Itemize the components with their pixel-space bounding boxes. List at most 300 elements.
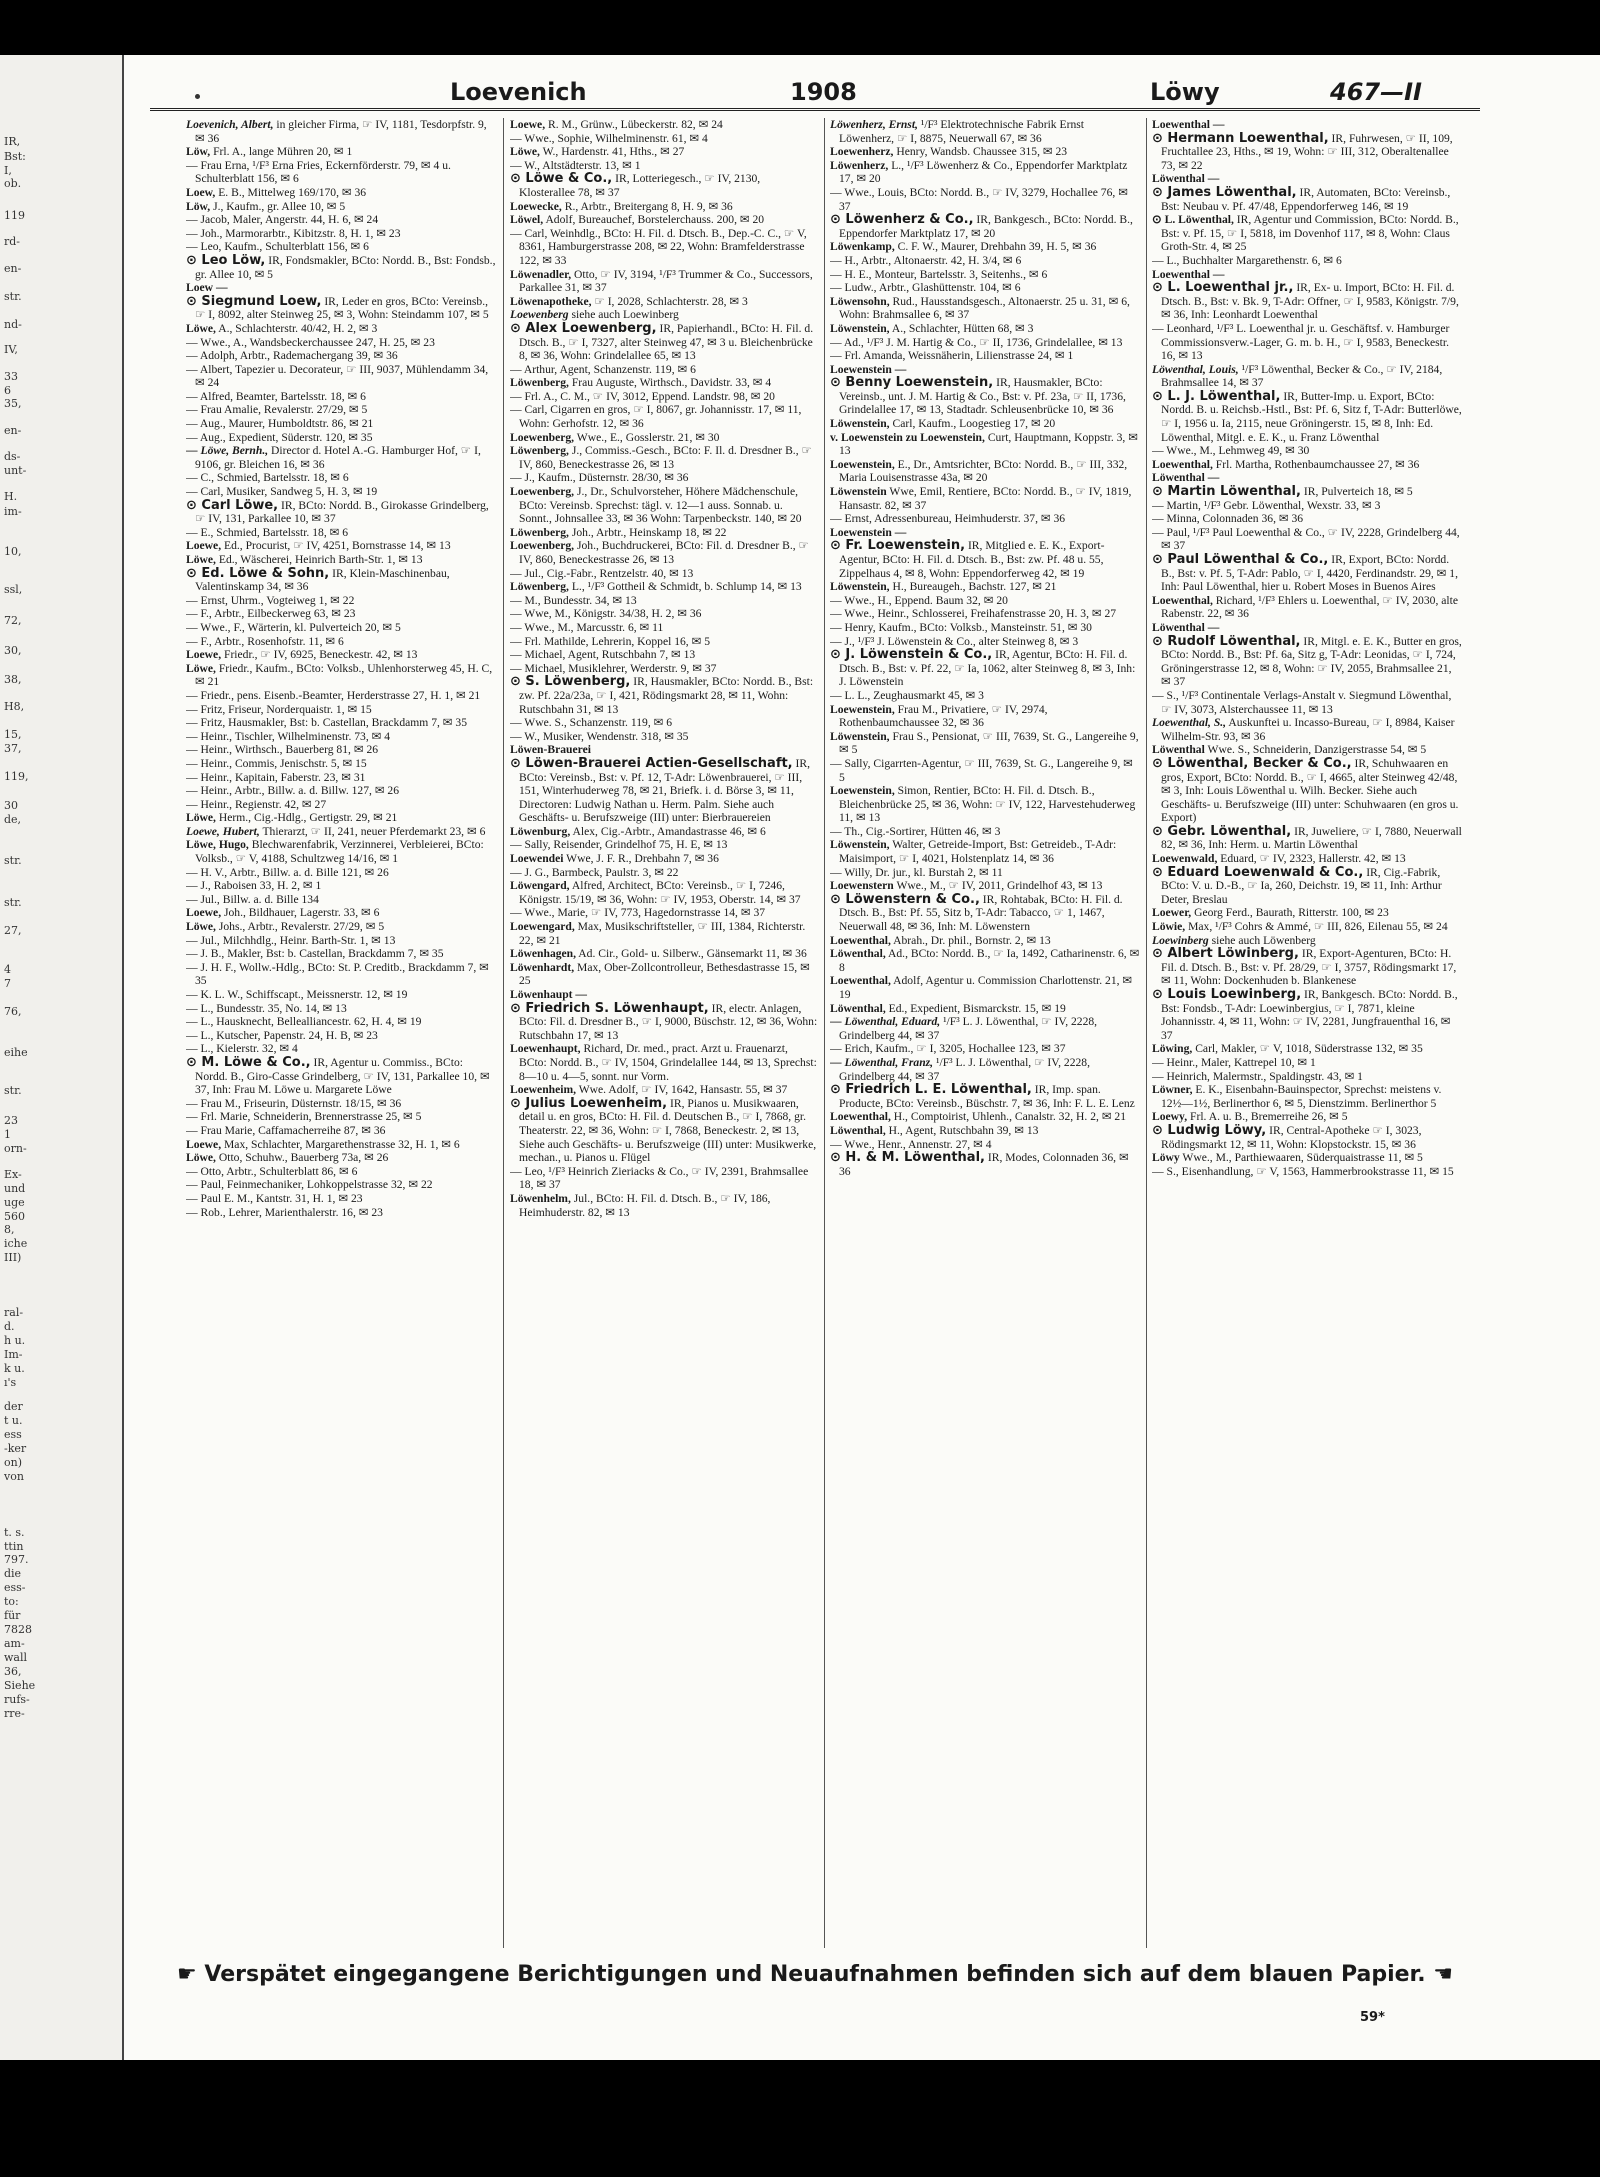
entry-details: — Friedr., pens. Eisenb.-Beamter, Herderstrasse 27, H. 1, ✉ 21 — [186, 688, 481, 702]
directory-entry — [510, 662, 818, 676]
entry-details: Carl, Kaufm., Loogestieg 17, ✉ 20 — [892, 417, 1056, 431]
entry-details: Curt, Hauptmann, Koppstr. 3, ✉ 13 — [839, 430, 1138, 458]
entry-details: — Heinr., Regienstr. 42, ✉ 27 — [186, 797, 327, 811]
previous-page-fragment: 797. — [4, 1553, 29, 1566]
entry-details: Jul., BCto: H. Fil. d. Dtsch. B., ☞ IV, 186, Heimhuderstr. 82, ✉ 13 — [519, 1191, 771, 1219]
footer-notice-text: Verspätet eingegangene Berichtigungen und Neuaufnahmen befinden sich auf dem blauen Papier. — [204, 1962, 1426, 1987]
directory-entry — [830, 240, 1140, 254]
previous-page-fragment: rufs- — [4, 1693, 30, 1706]
entry-details: — Jul., Cig.-Fabr., Rentzelstr. 40, ✉ 13 — [510, 566, 694, 580]
directory-entry — [186, 431, 496, 445]
directory-entry — [1152, 920, 1464, 934]
directory-entry — [830, 268, 1140, 282]
entry-details: ¹/F³ Löwenthal, Becker & Co., ☞ IV, 2184, Brahmsallee 14, ✉ 37 — [1161, 362, 1443, 390]
directory-entry — [510, 825, 818, 839]
signature-mark: 59* — [1360, 2010, 1385, 2025]
directory-entry — [186, 1138, 496, 1152]
entry-details: Wwe. S., Schneiderin, Danzigerstrasse 54, ✉ 5 — [1207, 743, 1427, 757]
directory-entry — [830, 838, 1140, 865]
previous-page-fragment: eihe — [4, 1046, 28, 1059]
entry-name: Loewenberg — [510, 308, 569, 322]
entry-name: Löwenstein, — [830, 580, 890, 594]
entry-name: ⊙ L. Loewenthal jr., — [1152, 280, 1294, 296]
entry-name: Löwenthal — — [1152, 620, 1220, 634]
entry-details: — Heinr., Wirthsch., Bauerberg 81, ✉ 26 — [186, 743, 379, 757]
directory-entry — [830, 1002, 1140, 1016]
entry-details: — Frau M., Friseurin, Düsternstr. 18/15, ✉ 36 — [186, 1096, 402, 1110]
directory-entry — [186, 703, 496, 717]
entry-name: Löwe, — [510, 145, 540, 159]
entry-details: — Wwe., Heinr., Schlosserei, Freihafenstrasse 20, H. 3, ✉ 27 — [830, 607, 1117, 621]
entry-details: — E., Schmied, Bartelsstr. 18, ✉ 6 — [186, 525, 349, 539]
directory-entry — [1152, 621, 1464, 635]
entry-details: E. B., Mittelweg 169/170, ✉ 36 — [218, 185, 367, 199]
entry-name: ⊙ Löwe & Co., — [510, 171, 613, 187]
directory-entry — [186, 118, 496, 145]
previous-page-fragment: ı's — [4, 1376, 17, 1389]
entry-details: IR, Hausmakler, BCto: Vereinsb., unt. J. M. Hartig & Co., Bst: v. Pf. 23a, ☞ II, 1736, Grindelallee 17, ✉ 13, Stadtadr. Schleusenbrücke 10, ✉ 36 — [839, 376, 1126, 417]
entry-details: Otto, Schuhw., Bauerberg 73a, ✉ 26 — [218, 1151, 389, 1165]
directory-entry — [830, 1042, 1140, 1056]
entry-name: Loewenthal, — [1152, 593, 1213, 607]
column-divider — [824, 118, 825, 1948]
entry-details: — Frl. Amanda, Weissnäherin, Lilienstrasse 24, ✉ 1 — [830, 349, 1074, 363]
previous-page-fragment: Siehe — [4, 1679, 36, 1692]
directory-entry — [830, 974, 1140, 1001]
directory-entry — [830, 1083, 1140, 1110]
entry-name: ⊙ Julius Loewenheim, — [510, 1095, 668, 1111]
entry-details: Johs., Arbtr., Revalerstr. 27/29, ✉ 5 — [218, 920, 385, 934]
directory-entry — [1152, 906, 1464, 920]
entry-name: Loewenheim, — [510, 1083, 577, 1097]
entry-name: Löwie, — [1152, 920, 1186, 934]
column-3 — [830, 118, 1140, 1948]
directory-entry — [830, 159, 1140, 186]
entry-details: C. F. W., Maurer, Drehbahn 39, H. 5, ✉ 36 — [897, 240, 1097, 254]
previous-page-fragment: 7828 — [4, 1623, 32, 1636]
entry-name: Löwing, — [1152, 1042, 1193, 1056]
directory-entry — [186, 1124, 496, 1138]
directory-entry — [830, 703, 1140, 730]
entry-details: IR, Modes, Colonnaden 36, ✉ 36 — [839, 1151, 1129, 1178]
previous-page-fragment: von — [4, 1470, 24, 1483]
directory-entry — [186, 281, 496, 295]
directory-entry — [186, 879, 496, 893]
directory-entry — [1152, 866, 1464, 907]
previous-page-fragment: IR, — [4, 135, 21, 148]
directory-entry — [510, 906, 818, 920]
header-year: 1908 — [790, 78, 857, 106]
directory-entry — [186, 1029, 496, 1043]
entry-details: Herm., Cig.-Hdlg., Gertigstr. 29, ✉ 21 — [218, 811, 398, 825]
directory-entry — [830, 1151, 1140, 1178]
previous-page-fragment: für — [4, 1609, 21, 1622]
previous-page-fragment: rre- — [4, 1707, 25, 1720]
previous-page-fragment: 30 — [4, 799, 18, 812]
entry-details: — Wwe., Marie, ☞ IV, 773, Hagedornstrasse 14, ✉ 37 — [510, 906, 766, 920]
previous-page-fragment: 10, — [4, 545, 22, 558]
previous-page-fragment: ttin — [4, 1540, 24, 1553]
directory-entry — [830, 349, 1140, 363]
entry-details: — Wwe., Louis, BCto: Nordd. B., ☞ IV, 3279, Hochallee 76, ✉ 37 — [830, 185, 1128, 213]
previous-page-fragment: ob. — [4, 177, 22, 190]
entry-details: Ad. Cir., Gold- u. Silberw., Gänsemarkt 11, ✉ 36 — [578, 947, 807, 961]
directory-entry — [186, 771, 496, 785]
directory-entry — [1152, 988, 1464, 1042]
entry-name: ⊙ Friedrich S. Löwenhaupt, — [510, 1000, 709, 1016]
entry-details: — M., Bundesstr. 34, ✉ 13 — [510, 593, 637, 607]
directory-entry — [510, 376, 818, 390]
entry-name: Löwenkamp, — [830, 240, 895, 254]
previous-page-fragment: die — [4, 1567, 22, 1580]
directory-entry — [830, 213, 1140, 240]
entry-details: IR, Lotteriegesch., ☞ IV, 2130, Klosterallee 78, ✉ 37 — [519, 172, 761, 199]
previous-page-fragment: t. s. — [4, 1526, 25, 1539]
entry-details: Max, Ober-Zollcontrolleur, Bethesdastrasse 15, ✉ 25 — [519, 960, 810, 988]
entry-name: Löwenherz, — [830, 158, 889, 172]
directory-entry — [186, 200, 496, 214]
entry-details: Simon, Rentier, BCto: H. Fil. d. Dtsch. B., Bleichenbrücke 25, ✉ 36, Wohn: ☞ IV, 122, Harvestehuderweg 11, ✉ 13 — [839, 784, 1136, 825]
directory-entry — [510, 1083, 818, 1097]
directory-entry — [830, 1110, 1140, 1124]
directory-entry — [1152, 689, 1464, 716]
directory-entry — [186, 254, 496, 281]
entry-name: Loewenstein, — [830, 457, 895, 471]
entry-details: IR, Export-Agenturen, BCto: H. Fil. d. Dtsch. B., Bst: v. Pf. 28/29, ☞ I, 3757, Rödingsmarkt 17, ✉ 11, Wohn: Dockenhuden b. Blankenese — [1161, 947, 1457, 988]
previous-page-edge — [0, 55, 124, 2060]
directory-entry — [830, 281, 1140, 295]
page-header — [150, 70, 1480, 110]
entry-details: — Th., Cig.-Sortirer, Hütten 46, ✉ 3 — [830, 824, 1001, 838]
entry-name: Löwen-Brauerei — [510, 743, 591, 757]
directory-entry — [510, 607, 818, 621]
directory-entry — [510, 866, 818, 880]
entry-details: L., ¹/F³ Löwenherz & Co., Eppendorfer Marktplatz 17, ✉ 20 — [839, 158, 1128, 186]
previous-page-fragment: 6 — [4, 384, 11, 397]
entry-details: — J. B., Makler, Bst: b. Castellan, Brackdamm 7, ✉ 35 — [186, 947, 444, 961]
entry-details: in gleicher Firma, ☞ IV, 1181, Tesdorpfstr. 9, ✉ 36 — [195, 118, 487, 145]
previous-page-fragment: nd- — [4, 318, 22, 331]
directory-entry — [830, 1056, 1140, 1083]
entry-name: ⊙ Ed. Löwe & Sohn, — [186, 565, 330, 581]
directory-entry — [830, 580, 1140, 594]
previous-page-fragment: uge — [4, 1196, 25, 1209]
directory-entry — [830, 825, 1140, 839]
entry-details: IR, Schuhwaaren en gros, Export, BCto: Nordd. B., ☞ I, 4665, alter Steinweg 42/48, ✉ 3, Inh: Louis Löwenthal u. Wilh. Becker. Siehe auch Geschäfts- u. Berufszweige (III) unter: Schuhwaaren (en gros u. Export) — [1161, 756, 1459, 825]
directory-entry — [830, 1138, 1140, 1152]
directory-entry — [510, 730, 818, 744]
previous-page-fragment: rd- — [4, 235, 21, 248]
entry-name: Löwenburg, — [510, 824, 571, 838]
directory-entry — [510, 1042, 818, 1083]
entry-details: IR, Mitglied e. E. K., Export-Agentur, BCto: H. Fil. d. Dtsch. B., Bst: zw. Pf. 48 u. 55, Zippelhaus 4, ✉ 8, Wohn: Eppendorferweg 42, ✉ 19 — [839, 539, 1105, 580]
directory-entry — [186, 1206, 496, 1220]
entry-name: Löwe, Hugo, — [186, 838, 249, 852]
entry-details: IR, Ex- u. Import, BCto: H. Fil. d. Dtsch. B., Bst: v. Bk. 9, T-Adr: Offner, ☞ I, 9583, Königstr. 7/9, ✉ 36, Inh: Leonhardt Loewenthal — [1161, 281, 1459, 322]
entry-name: Löwy — [1152, 1151, 1180, 1165]
directory-entry — [186, 906, 496, 920]
entry-name: Loewenthal — — [1152, 267, 1225, 281]
previous-page-fragment: 119, — [4, 770, 29, 783]
entry-name: Löwenberg, — [510, 580, 569, 594]
entry-details: — S., ¹/F³ Continentale Verlags-Anstalt v. Siegmund Löwenthal, ☞ IV, 3073, Alsterchaussee 11, ✉ 13 — [1152, 688, 1452, 716]
entry-name: ⊙ Eduard Loewenwald & Co., — [1152, 864, 1364, 880]
entry-details: — F., Arbtr., Rosenhofstr. 11, ✉ 6 — [186, 634, 344, 648]
entry-name: Loewenwald, — [1152, 852, 1218, 866]
previous-page-fragment: H8, — [4, 700, 25, 713]
directory-entry — [1152, 1083, 1464, 1110]
previous-page-fragment: 7 — [4, 977, 11, 990]
previous-page-fragment: str. — [4, 896, 22, 909]
entry-details: — Jul., Billw. a. d. Bille 134 — [186, 892, 319, 906]
directory-entry — [510, 580, 818, 594]
entry-details: — Wwe. S., Schanzenstr. 119, ✉ 6 — [510, 716, 673, 730]
directory-entry — [510, 227, 818, 268]
entry-details: IR, Klein-Maschinenbau, Valentinskamp 34, ✉ 36 — [195, 566, 450, 594]
entry-name: Löwenthal, — [830, 947, 886, 961]
previous-page-fragment: wall — [4, 1651, 28, 1664]
previous-page-fragment: str. — [4, 854, 22, 867]
entry-name: ⊙ Paul Löwenthal & Co., — [1152, 552, 1329, 567]
previous-page-fragment: str. — [4, 290, 22, 303]
directory-entry — [830, 322, 1140, 336]
directory-entry — [186, 947, 496, 961]
entry-details: — Wwe., A., Wandsbeckerchaussee 247, H. 25, ✉ 23 — [186, 335, 435, 349]
directory-entry — [1152, 757, 1464, 825]
entry-details: — F., Arbtr., Eilbeckerweg 63, ✉ 23 — [186, 607, 356, 621]
entry-details: — Erich, Kaufm., ☞ I, 3205, Hochallee 123, ✉ 37 — [830, 1042, 1066, 1056]
pointing-hand-icon: ☚ — [1425, 1962, 1453, 1987]
entry-details: Joh., Arbtr., Heinskamp 18, ✉ 22 — [571, 525, 727, 539]
directory-entry — [830, 947, 1140, 974]
directory-entry — [830, 730, 1140, 757]
directory-entry — [1152, 499, 1464, 513]
entry-details: — Aug., Maurer, Humboldtstr. 86, ✉ 21 — [186, 417, 374, 431]
entry-name: Löwenthal — [1152, 743, 1205, 757]
entry-details: — Otto, Arbtr., Schulterblatt 86, ✉ 6 — [186, 1164, 358, 1178]
entry-details: — Frau Marie, Caffamacherreihe 87, ✉ 36 — [186, 1123, 386, 1137]
entry-details: — Ernst, Uhrm., Vogteiweg 1, ✉ 22 — [186, 593, 355, 607]
entry-name: Löwenhardt, — [510, 960, 575, 974]
previous-page-fragment: orn- — [4, 1142, 27, 1155]
entry-details: — L., Kutscher, Papenstr. 24, H. B, ✉ 23 — [186, 1028, 378, 1042]
directory-entry — [1152, 716, 1464, 743]
directory-entry — [830, 1015, 1140, 1042]
entry-name: ⊙ Rudolf Löwenthal, — [1152, 633, 1301, 649]
directory-entry — [1152, 444, 1464, 458]
directory-entry — [186, 934, 496, 948]
entry-name: Löwenhaupt — — [510, 988, 587, 1001]
directory-entry — [186, 662, 496, 689]
previous-page-fragment: IV, — [4, 343, 18, 356]
entry-name: Löw, — [186, 199, 211, 213]
entry-details: Auskunftei u. Incasso-Bureau, ☞ I, 8984, Kaiser Wilhelm-Str. 93, ✉ 36 — [1161, 716, 1455, 743]
entry-name: Löwenberg, — [510, 376, 569, 390]
entry-details: — Carl, Cigarren en gros, ☞ I, 8067, gr. Johannisstr. 17, ✉ 11, Wohn: Gerhofstr. 12, ✉ 36 — [510, 403, 802, 431]
directory-entry — [1152, 213, 1464, 254]
entry-name: ⊙ Friedrich L. E. Löwenthal, — [830, 1082, 1032, 1098]
directory-entry — [186, 1097, 496, 1111]
entry-details: H., Bureaugeh., Bachstr. 127, ✉ 21 — [892, 580, 1057, 594]
directory-entry — [1152, 852, 1464, 866]
pointing-hand-icon: ☛ — [177, 1962, 205, 1987]
entry-details: — Wwe, M., Königstr. 34/38, H. 2, ✉ 36 — [510, 607, 702, 621]
entry-details: Alex, Cig.-Arbtr., Amandastrasse 46, ✉ 6 — [572, 824, 766, 838]
entry-name: Löwenstein — [830, 485, 887, 499]
entry-details: Joh., Bildhauer, Lagerstr. 33, ✉ 6 — [224, 906, 380, 920]
entry-details: Joh., Buchdruckerei, BCto: Fil. d. Dresdner B., ☞ IV, 860, Beneckestrasse 26, ✉ 13 — [519, 539, 809, 566]
directory-entry — [510, 308, 818, 322]
previous-page-fragment: III) — [4, 1251, 22, 1264]
entry-name: Loewe, — [510, 118, 546, 131]
entry-name: Loewe, — [186, 906, 222, 920]
directory-entry — [1152, 594, 1464, 621]
directory-entry — [186, 539, 496, 553]
entry-name: Löwenstein, — [830, 321, 890, 335]
directory-entry — [830, 607, 1140, 621]
directory-entry — [186, 526, 496, 540]
entry-name: ⊙ Benny Loewenstein, — [830, 375, 994, 391]
entry-details: — Leo, ¹/F³ Heinrich Zieriacks & Co., ☞ IV, 2391, Brahmsallee 18, ✉ 37 — [510, 1164, 809, 1192]
entry-details: — Minna, Colonnaden 36, ✉ 36 — [1152, 512, 1304, 526]
entry-details: — Henry, Kaufm., BCto: Volksb., Mansteinstr. 51, ✉ 30 — [830, 620, 1092, 634]
entry-name: ⊙ Löwenherz & Co., — [830, 212, 974, 228]
previous-page-fragment: im- — [4, 505, 22, 518]
entry-details: — W., Altstädterstr. 13, ✉ 1 — [510, 158, 641, 172]
entry-name: Löwner, — [1152, 1083, 1193, 1097]
previous-page-fragment: d. — [4, 1320, 15, 1333]
entry-details: IR, BCto: Nordd. B., Girokasse Grindelberg, ☞ IV, 131, Parkallee 10, ✉ 37 — [195, 498, 489, 526]
directory-entry — [1152, 635, 1464, 689]
directory-entry — [1152, 1070, 1464, 1084]
directory-entry — [510, 879, 818, 906]
entry-details: A., Schlachter, Hütten 68, ✉ 3 — [891, 321, 1034, 335]
directory-entry — [830, 635, 1140, 649]
entry-details: — Frl. A., C. M., ☞ IV, 3012, Eppend. Landstr. 98, ✉ 20 — [510, 389, 775, 403]
entry-details: Eduard, ☞ IV, 2323, Hallerstr. 42, ✉ 13 — [1220, 852, 1406, 866]
entry-name: ⊙ Martin Löwenthal, — [1152, 484, 1301, 500]
entry-details: — H. E., Monteur, Bartelsstr. 3, Seitenhs., ✉ 6 — [830, 267, 1048, 281]
previous-page-fragment: am- — [4, 1637, 25, 1650]
previous-page-fragment: en- — [4, 262, 22, 275]
entry-details: Wwe, J. F. R., Drehbahn 7, ✉ 36 — [566, 852, 719, 866]
entry-details: — Leo, Kaufm., Schulterblatt 156, ✉ 6 — [186, 240, 369, 254]
entry-details: IR, Rohtabak, BCto: H. Fil. d. Dtsch. B., Bst: Pf. 55, Sitz b, T-Adr: Tabacco, ☞ 1, 1467, Neuerwall 48, ✉ 36, Inh: M. Löwenstern — [839, 892, 1123, 934]
previous-page-fragment: ssl, — [4, 583, 23, 596]
directory-entry — [186, 866, 496, 880]
previous-page-fragment: to: — [4, 1595, 19, 1608]
entry-details: H., Comptoirist, Uhlenh., Canalstr. 32, H. 2, ✉ 21 — [893, 1110, 1127, 1124]
entry-name: Löwenstein, — [830, 729, 890, 743]
directory-entry — [186, 893, 496, 907]
directory-entry — [1152, 1056, 1464, 1070]
entry-details: IR, Fuhrwesen, ☞ II, 109, Fruchtallee 23, Hths., ✉ 19, Wohn: ☞ III, 312, Oberaltenallee 73, ✉ 22 — [1161, 131, 1453, 172]
directory-entry — [510, 403, 818, 430]
entry-name: — Löwe, Bernh., — [186, 444, 269, 458]
scan-border-bottom — [0, 2060, 1600, 2177]
previous-page-fragment: iche — [4, 1237, 28, 1250]
directory-entry — [1152, 471, 1464, 485]
entry-name: Loevenich, Albert, — [186, 118, 274, 131]
directory-entry — [830, 254, 1140, 268]
entry-name: Loewe, — [186, 539, 222, 553]
directory-entry — [510, 648, 818, 662]
entry-details: Georg Ferd., Baurath, Ritterstr. 100, ✉ 23 — [1194, 906, 1389, 920]
entry-name: Loewy, — [1152, 1110, 1188, 1124]
entry-details: Thierarzt, ☞ II, 241, neuer Pferdemarkt 23, ✉ 6 — [262, 824, 486, 838]
entry-name: ⊙ M. Löwe & Co., — [186, 1054, 311, 1070]
previous-page-fragment: on) — [4, 1456, 22, 1469]
entry-name: Löwe, — [186, 661, 216, 675]
entry-details: Max, Schlachter, Margarethenstrasse 32, H. 1, ✉ 6 — [224, 1137, 460, 1151]
entry-details: — Paul E. M., Kantstr. 31, H. 1, ✉ 23 — [186, 1191, 363, 1205]
directory-entry — [186, 444, 496, 471]
entry-details: IR, Agentur und Commission, BCto: Nordd. B., Bst: v. Pf. 15, ☞ I, 5818, im Dovenhof 117, ✉ 8, Wohn: Claus Groth-Str. 4, ✉ 25 — [1161, 213, 1459, 254]
entry-name: ⊙ Leo Löw, — [186, 252, 266, 268]
directory-entry — [830, 594, 1140, 608]
entry-name: Löwe, — [186, 321, 216, 335]
previous-page-fragment: -ker — [4, 1442, 27, 1455]
directory-entry — [510, 539, 818, 566]
entry-name: Loewenberg, — [510, 539, 575, 553]
directory-entry — [830, 376, 1140, 417]
directory-entry — [186, 1002, 496, 1016]
entry-name: Löwenthal, — [830, 1123, 886, 1137]
header-last-entry: Löwy — [1150, 78, 1220, 106]
entry-details: — Adolph, Arbtr., Rademachergang 39, ✉ 36 — [186, 349, 398, 363]
directory-entry — [830, 485, 1140, 512]
entry-details: siehe auch Loewinberg — [571, 308, 679, 322]
entry-details: — Ernst, Adressenbureau, Heimhuderstr. 37, ✉ 36 — [830, 512, 1066, 526]
directory-entry — [186, 336, 496, 350]
directory-entry — [1152, 526, 1464, 553]
entry-details: — Heinr., Arbtr., Billw. a. d. Billw. 127, ✉ 26 — [186, 784, 400, 798]
directory-entry — [186, 716, 496, 730]
entry-name: ⊙ Alex Loewenberg, — [510, 320, 657, 336]
directory-entry — [186, 159, 496, 186]
entry-name: Loew, — [186, 185, 216, 199]
entry-details: Ed., Procurist, ☞ IV, 4251, Bornstrasse 14, ✉ 13 — [224, 539, 451, 553]
directory-entry — [830, 512, 1140, 526]
entry-details: IR, Juweliere, ☞ I, 7880, Neuerwall 82, ✉ 36, Inh: Herm. u. Martin Löwenthal — [1161, 824, 1462, 852]
entry-details: — J., Kaufm., Düsternstr. 28/30, ✉ 36 — [510, 471, 689, 485]
directory-entry — [1152, 743, 1464, 757]
entry-details: Adolf, Bureauchef, Borstelerchauss. 200, ✉ 20 — [545, 213, 765, 227]
previous-page-fragment: 4 — [4, 963, 11, 976]
directory-entry — [510, 716, 818, 730]
directory-entry — [186, 811, 496, 825]
directory-entry — [186, 757, 496, 771]
previous-page-fragment: ral- — [4, 1306, 24, 1319]
entry-details: — Martin, ¹/F³ Gebr. Löwenthal, Wexstr. 33, ✉ 3 — [1152, 498, 1381, 512]
entry-details: Abrah., Dr. phil., Bornstr. 2, ✉ 13 — [893, 933, 1051, 947]
entry-details: A., Schlachterstr. 40/42, H. 2, ✉ 3 — [218, 321, 378, 335]
entry-details: ¹/F³ L. J. Löwenthal, ☞ IV, 2228, Grindelberg 44, ✉ 37 — [839, 1055, 1090, 1083]
directory-entry — [830, 539, 1140, 580]
directory-entry — [1152, 132, 1464, 173]
entry-name: Löwenapotheke, — [510, 294, 592, 308]
directory-entry — [510, 471, 818, 485]
directory-entry — [510, 172, 818, 199]
entry-name: Loewenberg, — [510, 485, 575, 499]
entry-details: — Aug., Expedient, Süderstr. 120, ✉ 35 — [186, 430, 373, 444]
directory-entry — [1152, 485, 1464, 499]
directory-entry — [510, 675, 818, 716]
entry-name: Löwenadler, — [510, 267, 572, 281]
entry-name: ⊙ Ludwig Löwy, — [1152, 1122, 1267, 1138]
directory-entry — [186, 1192, 496, 1206]
directory-entry — [186, 295, 496, 322]
